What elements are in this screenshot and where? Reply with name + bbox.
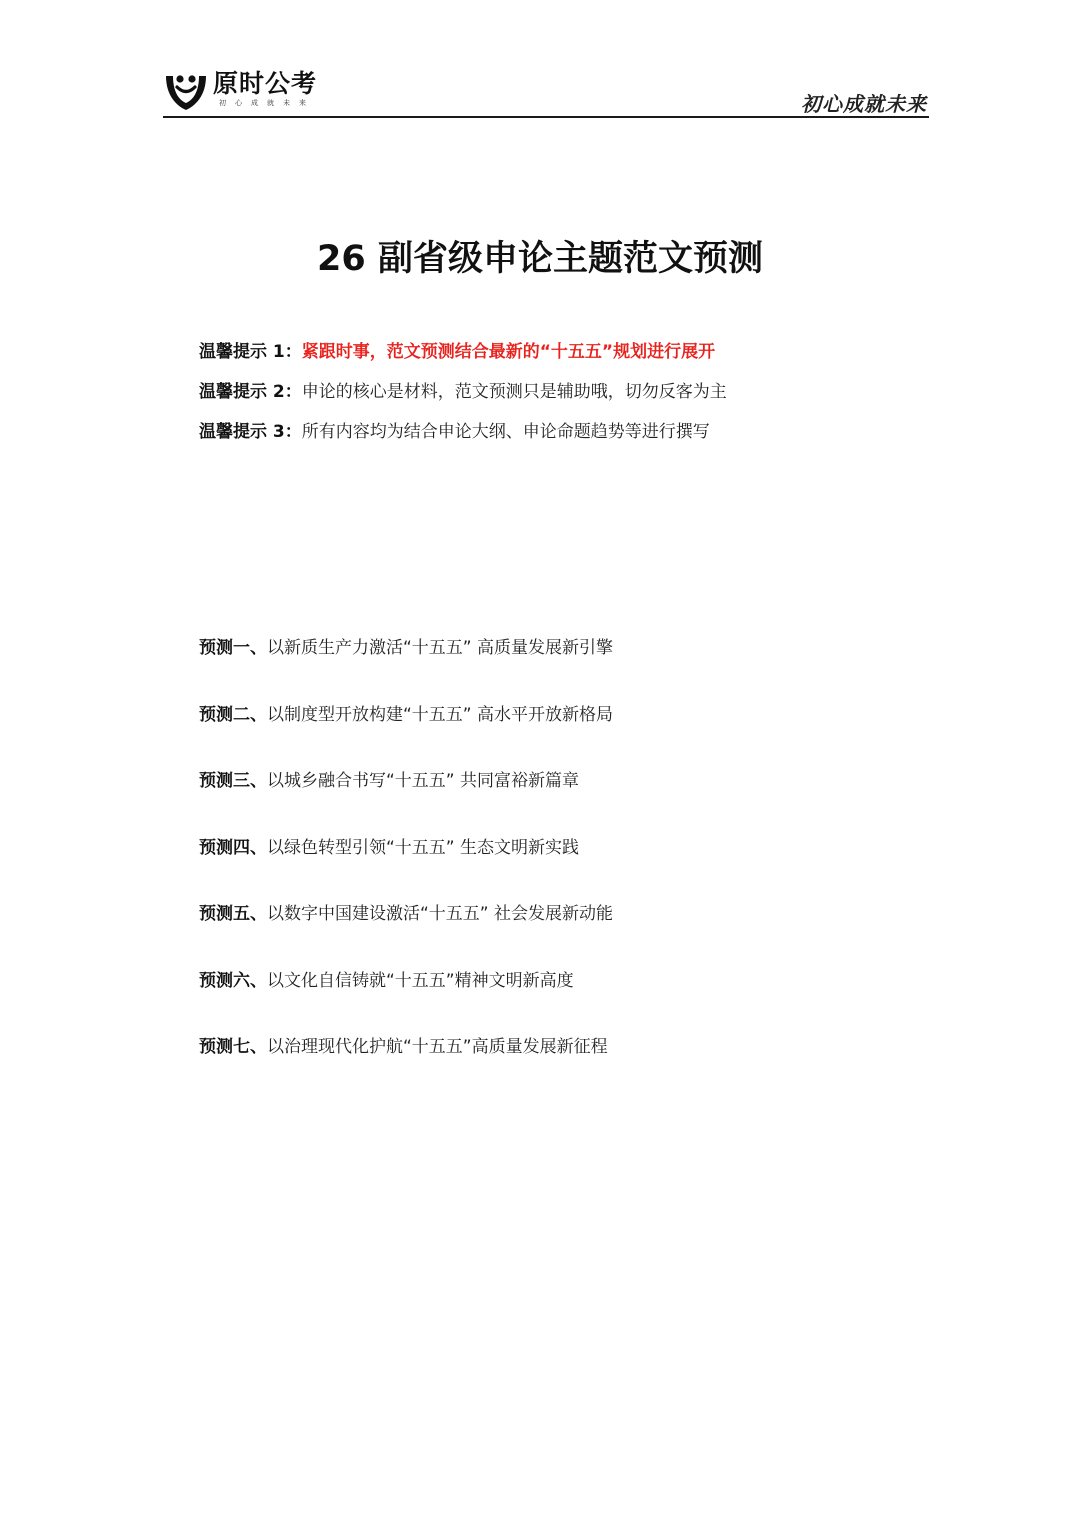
- brand-logo: [163, 70, 317, 112]
- prediction-label: 预测二、: [199, 704, 267, 725]
- prediction-label: 预测六、: [199, 970, 267, 991]
- prediction-item: [199, 1034, 959, 1060]
- page-header: [163, 66, 929, 118]
- prediction-item: [199, 702, 959, 728]
- prediction-text: 以文化自信铸就“十五五”精神文明新高度: [267, 970, 574, 991]
- header-motto: 初心成就未来: [801, 92, 927, 116]
- prediction-text: 以数字中国建设激活“十五五” 社会发展新动能: [267, 904, 614, 924]
- prediction-label: 预测七、: [199, 1037, 267, 1057]
- prediction-label: 预测一、: [199, 638, 267, 658]
- prediction-label: 预测四、: [199, 837, 267, 858]
- prediction-text: 以制度型开放构建“十五五” 高水平开放新格局: [267, 704, 614, 725]
- prediction-item: [199, 835, 959, 861]
- brand-slogan: 初心成就未来: [219, 99, 315, 107]
- prediction-item: [199, 768, 959, 794]
- tip-text: 紧跟时事，范文预测结合最新的“十五五”规划进行展开: [301, 342, 716, 362]
- predictions-list: [199, 635, 959, 1101]
- prediction-item: [199, 901, 959, 927]
- smile-shield-logo-icon: [163, 70, 209, 112]
- brand-text: [213, 70, 317, 108]
- tip-text: 申论的核心是材料，范文预测只是辅助哦，切勿反客为主: [301, 382, 727, 402]
- tip-item: [199, 420, 959, 445]
- document-title: 26 副省级申论主题范文预测: [317, 239, 763, 279]
- brand-name: 原时公考: [213, 69, 318, 98]
- prediction-text: 以城乡融合书写“十五五” 共同富裕新篇章: [267, 771, 580, 791]
- tip-item: [199, 340, 959, 365]
- prediction-text: 以绿色转型引领“十五五” 生态文明新实践: [267, 837, 580, 858]
- prediction-item: [199, 968, 959, 994]
- prediction-text: 以新质生产力激活“十五五” 高质量发展新引擎: [267, 638, 614, 658]
- tip-label: 温馨提示 3：: [199, 422, 302, 442]
- prediction-item: [199, 635, 959, 661]
- tip-label: 温馨提示 2：: [199, 382, 302, 402]
- tip-label: 温馨提示 1：: [199, 342, 302, 362]
- prediction-label: 预测三、: [199, 771, 267, 791]
- prediction-label: 预测五、: [199, 904, 267, 924]
- prediction-text: 以治理现代化护航“十五五”高质量发展新征程: [267, 1037, 608, 1057]
- tips-list: [199, 340, 959, 460]
- tip-item: [199, 380, 959, 405]
- tip-text: 所有内容均为结合申论大纲、申论命题趋势等进行撰写: [301, 422, 710, 442]
